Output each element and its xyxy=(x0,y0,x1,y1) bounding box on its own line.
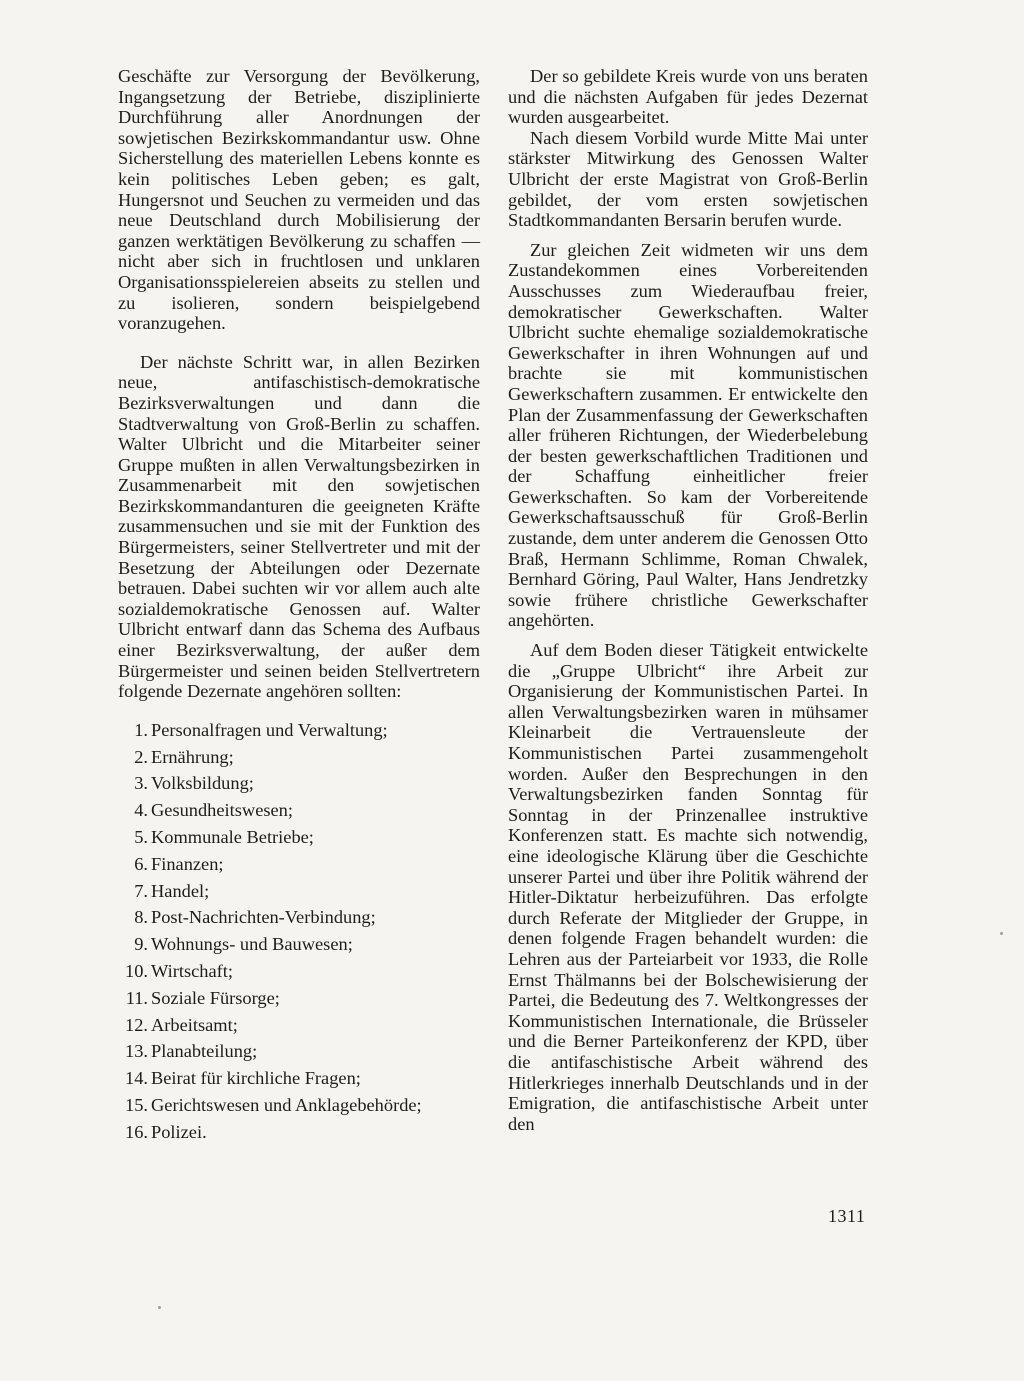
dezernat-item xyxy=(118,961,480,988)
dezernat-label: Wirtschaft; xyxy=(151,960,233,981)
print-speck xyxy=(1000,932,1003,935)
print-speck xyxy=(158,1306,161,1309)
dezernat-number: 12. xyxy=(125,1014,148,1035)
paragraph-circle: Der so gebildete Kreis wurde von uns beraten und die nächsten Aufgaben für jedes Dezernat wurden ausgearbeitet. xyxy=(508,66,868,128)
dezernat-number: 6. xyxy=(134,853,148,874)
dezernat-number: 11. xyxy=(125,987,148,1008)
paragraph-magistrat: Nach diesem Vorbild wurde Mitte Mai unter stärkster Mitwirkung des Genossen Walter Ulbricht der erste Magistrat von Groß-Berlin gebildet, der vom ersten sowjetischen Stadtkommandanten Bersarin berufen wurde. xyxy=(508,127,868,231)
dezernat-item xyxy=(118,854,480,881)
dezernat-number: 3. xyxy=(134,773,148,794)
dezernat-number: 2. xyxy=(134,746,148,767)
dezernat-item xyxy=(118,907,480,934)
dezernate-list xyxy=(118,720,480,1149)
left-column xyxy=(118,66,480,1149)
dezernat-item xyxy=(118,773,480,800)
dezernat-label: Gesundheitswesen; xyxy=(151,800,293,821)
dezernat-number: 16. xyxy=(125,1121,148,1142)
dezernat-item xyxy=(118,1015,480,1042)
dezernat-label: Kommunale Betriebe; xyxy=(151,827,314,847)
dezernat-label: Finanzen; xyxy=(151,853,224,874)
dezernat-number: 10. xyxy=(125,960,148,981)
dezernat-label: Planabteilung; xyxy=(151,1041,258,1062)
paragraph-gruppe-ulbricht: Auf dem Boden dieser Tätigkeit entwickelte die „Gruppe Ulbricht“ ihre Arbeit zur Organisierung der Kommunistischen Partei. In allen Verwaltungsbezirken waren in mühsamer Kleinarbeit die Vertrauensleute der Kommunistischen Partei zusammengeholt worden. Außer den Besprechungen in den Verwaltungsbezirken fanden Sonntag für Sonntag in der Prinzenallee instruktive Konferenzen statt. Es machte sich notwendig, eine ideologische Klärung über die Geschichte unserer Partei und über ihre Politik während der Hitler-Diktatur herbeizuführen. Das erfolgte durch Referate der Mitglieder der Gruppe, in denen folgende Fragen behandelt wurden: die Lehren aus der Parteiarbeit vor 1933, die Rolle Ernst Thälmanns bei der Bolschewisierung der Partei, die Bedeutung des 7. Weltkongresses der Kommunistischen Internationale, die Brüsseler und die Berner Parteikonferenz der KPD, über die antifaschistische Arbeit während des Hitlerkrieges innerhalb Deutschlands und in der Emigration, die antifaschistische Arbeit unter den xyxy=(508,640,868,1134)
dezernat-number: 7. xyxy=(134,880,148,901)
paragraph-continued: Geschäfte zur Versorgung der Bevölkerung, Ingangsetzung der Betriebe, disziplinierte Durchführung aller Anordnungen der sowjetischen Bezirkskommandantur usw. Ohne Sicherstellung des materiellen Lebens konnte es kein politisches Leben geben; es galt, Hungersnot und Seuchen zu vermeiden und das neue Deutschland durch Mobilisierung der ganzen werktätigen Bevölkerung zu schaffen — nicht aber sich in fruchtlosen und unklaren Organisationsspielereien abseits zu stellen und zu isolieren, sondern beispielgebend voranzugehen. xyxy=(118,66,480,334)
dezernat-item xyxy=(118,827,480,854)
dezernat-label: Gerichtswesen und Anklagebehörde; xyxy=(151,1094,422,1115)
dezernat-item xyxy=(118,800,480,827)
page-number: 1311 xyxy=(828,1206,866,1226)
dezernat-item xyxy=(118,881,480,908)
dezernat-label: Ernährung; xyxy=(151,746,234,767)
paragraph-next-step: Der nächste Schritt war, in allen Bezirken neue, antifaschistisch-demokratische Bezirksverwaltungen und dann die Stadtverwaltung von Groß-Berlin zu schaffen. Walter Ulbricht und die Mitarbeiter seiner Gruppe mußten in allen Verwaltungsbezirken in Zusammenarbeit mit den sowjetischen Bezirkskommandanturen die geeigneten Kräfte zusammensuchen und sie mit der Funktion des Bürgermeisters, seiner Stellvertreter und mit der Besetzung der Abteilungen oder Dezernate betrauen. Dabei suchten wir vor allem auch alte sozialdemokratische Genossen auf. Walter Ulbricht entwarf dann das Schema des Aufbaus einer Bezirksverwaltung, der außer dem Bürgermeister und seinen beiden Stellvertretern folgende Dezernate angehören sollten: xyxy=(118,351,480,702)
dezernat-label: Polizei. xyxy=(151,1121,207,1142)
paragraph-gewerkschaften: Zur gleichen Zeit widmeten wir uns dem Zustandekommen eines Vorbereitenden Ausschusses zum Wiederaufbau freier, demokratischer Gewerkschaften. Walter Ulbricht suchte ehemalige sozialdemokratische Gewerkschafter in ihren Wohnungen auf und brachte sie mit kommunistischen Gewerkschaftern zusammen. Er entwickelte den Plan der Zusammenfassung der Gewerkschaften aller früheren Richtungen, der Wiederbelebung der besten gewerkschaftlichen Traditionen und der Schaffung einheitlicher freier Gewerkschaften. So kam der Vorbereitende Gewerkschaftsausschuß für Groß-Berlin zustande, dem unter anderem die Genossen Otto Braß, Hermann Schlimme, Roman Chwalek, Bernhard Göring, Paul Walter, Hans Jendretzky sowie frühere christliche Gewerkschafter angehörten. xyxy=(508,239,868,631)
dezernat-number: 13. xyxy=(125,1041,148,1062)
dezernat-label: Arbeitsamt; xyxy=(151,1014,238,1035)
dezernat-number: 9. xyxy=(134,934,148,955)
dezernat-item xyxy=(118,747,480,774)
dezernat-item xyxy=(118,1095,480,1122)
dezernat-number: 8. xyxy=(134,907,148,928)
dezernat-label: Wohnungs- und Bauwesen; xyxy=(151,934,353,955)
dezernat-number: 15. xyxy=(125,1094,148,1115)
dezernat-number: 14. xyxy=(125,1068,148,1089)
dezernat-number: 5. xyxy=(134,827,148,847)
dezernat-item xyxy=(118,1068,480,1095)
dezernat-item xyxy=(118,1122,480,1149)
dezernat-item xyxy=(118,1041,480,1068)
right-column xyxy=(508,66,868,1134)
dezernat-item xyxy=(118,988,480,1015)
dezernat-label: Soziale Fürsorge; xyxy=(151,987,280,1008)
dezernat-label: Beirat für kirchliche Fragen; xyxy=(151,1068,361,1089)
dezernat-label: Personalfragen und Verwaltung; xyxy=(151,719,388,740)
dezernat-number: 1. xyxy=(134,719,148,740)
dezernat-label: Post-Nachrichten-Verbindung; xyxy=(151,907,376,928)
dezernat-label: Handel; xyxy=(151,880,210,901)
dezernat-number: 4. xyxy=(134,800,148,821)
dezernat-label: Volksbildung; xyxy=(151,773,254,794)
dezernat-item xyxy=(118,720,480,747)
dezernat-item xyxy=(118,934,480,961)
